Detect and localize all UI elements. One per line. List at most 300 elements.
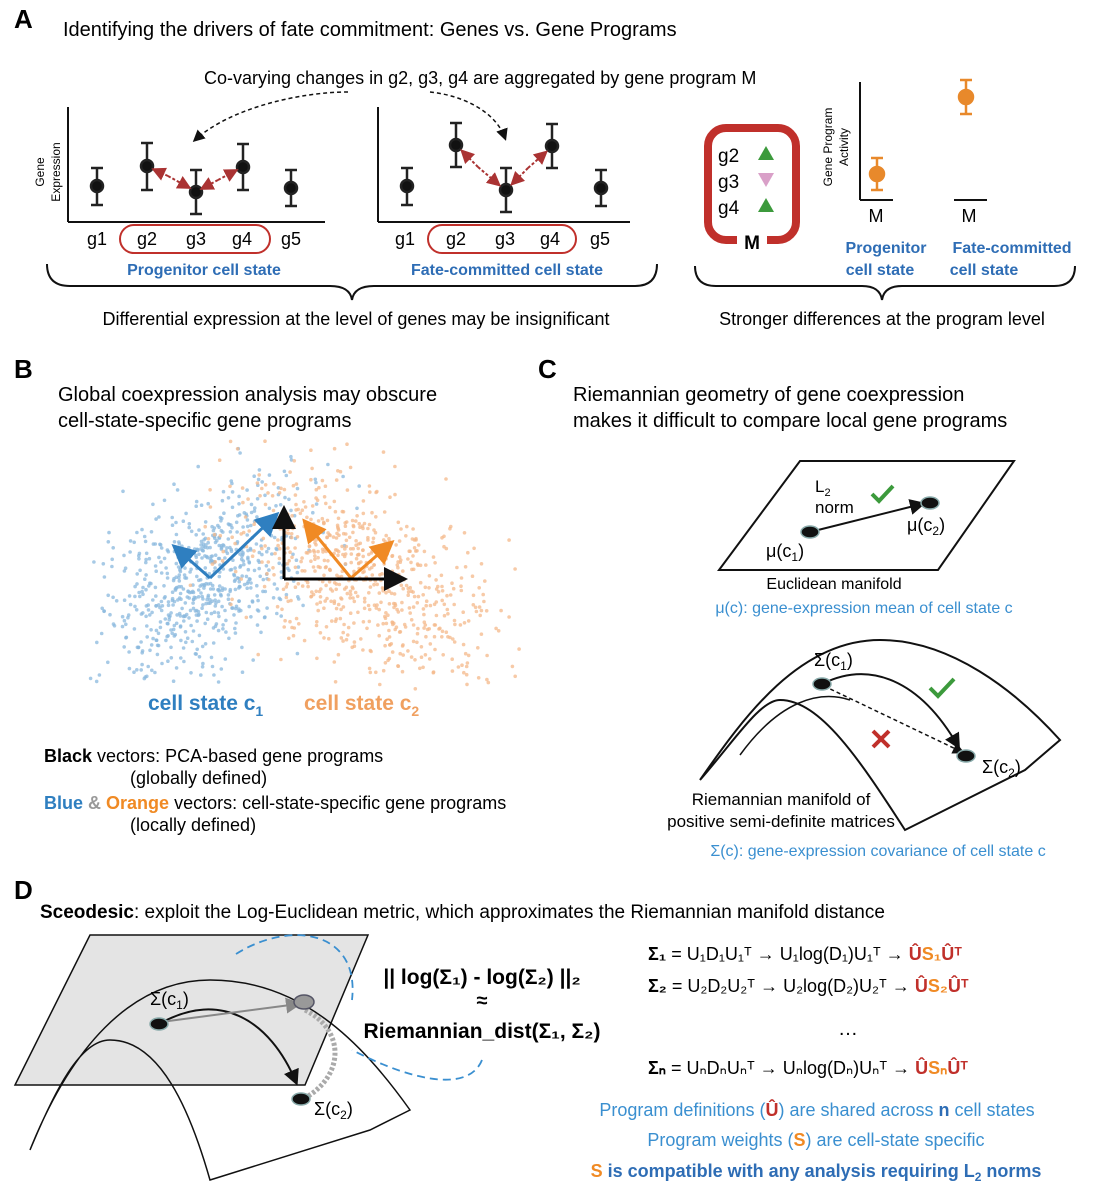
scatter-point — [273, 582, 277, 586]
scatter-point — [239, 564, 243, 568]
scatter-point — [278, 547, 282, 551]
scatter-point — [354, 543, 358, 547]
scatter-point — [350, 646, 354, 650]
scatter-point — [296, 652, 300, 656]
scatter-point — [283, 496, 287, 500]
check-icon — [872, 486, 893, 501]
scatter-point — [151, 598, 155, 602]
scatter-point — [412, 568, 416, 572]
scatter-point — [433, 648, 437, 652]
scatter-point — [477, 586, 481, 590]
scatter-point — [318, 590, 322, 594]
scatter-point — [200, 583, 204, 587]
scatter-point — [206, 546, 210, 550]
scatter-point — [349, 466, 353, 470]
scatter-point — [349, 590, 353, 594]
scatter-point — [197, 610, 201, 614]
scatter-point — [296, 571, 300, 575]
scatter-point — [265, 572, 269, 576]
covary-arrow-left — [195, 92, 348, 140]
scatter-point — [460, 663, 464, 667]
scatter-point — [210, 656, 214, 660]
scatter-point — [338, 583, 342, 587]
scatter-point — [265, 606, 269, 610]
scatter-point — [432, 670, 436, 674]
scatter-point — [378, 683, 382, 687]
scatter-point — [196, 549, 200, 553]
scatter-point — [264, 483, 268, 487]
scatter-point — [154, 564, 158, 568]
scatter-point — [132, 541, 136, 545]
scatter-point — [122, 554, 126, 558]
scatter-point — [141, 586, 145, 590]
scatter-point — [375, 583, 379, 587]
scatter-point — [125, 636, 129, 640]
scatter-point — [253, 569, 257, 573]
scatter-point — [197, 528, 201, 532]
scatter-point — [221, 589, 225, 593]
scatter-point — [324, 566, 328, 570]
scatter-point — [452, 603, 456, 607]
scatter-point — [244, 515, 248, 519]
fate-short-1: Fate-committed — [952, 240, 1072, 257]
scatter-point — [345, 520, 349, 524]
scatter-point — [288, 470, 292, 474]
scatter-point — [140, 663, 144, 667]
panel-c-title-2: makes it difficult to compare local gene programs — [573, 410, 1008, 432]
scatter-point — [151, 503, 155, 507]
scatter-point — [388, 540, 392, 544]
p2-gene-2: g2 — [445, 229, 467, 249]
scatter-point — [335, 607, 339, 611]
scatter-point — [166, 572, 170, 576]
scatter-point — [256, 481, 260, 485]
scatter-point — [287, 519, 291, 523]
scatter-point — [239, 532, 243, 536]
scatter-point — [197, 588, 201, 592]
genes-caption: Differential expression at the level of genes may be insignificant — [102, 309, 610, 329]
scatter-point — [362, 512, 366, 516]
scatter-point — [213, 610, 217, 614]
scatter-point — [316, 556, 320, 560]
scatter-point — [186, 636, 190, 640]
scatter-point — [220, 544, 224, 548]
scatter-point — [480, 632, 484, 636]
scatter-point — [300, 556, 304, 560]
scatter-point — [235, 521, 239, 525]
scatter-point — [294, 566, 298, 570]
scatter-point — [406, 649, 410, 653]
scatter-point — [141, 649, 145, 653]
scatter-point — [242, 563, 246, 567]
scatter-point — [333, 447, 337, 451]
scatter-point — [315, 502, 319, 506]
scatter-point — [175, 562, 179, 566]
scatter-point — [404, 625, 408, 629]
scatter-point — [412, 623, 416, 627]
scatter-point — [139, 668, 143, 672]
scatter-point — [402, 578, 406, 582]
scatter-point — [330, 619, 334, 623]
program-row-g2: g2 — [718, 146, 740, 167]
scatter-point — [427, 586, 431, 590]
scatter-point — [195, 619, 199, 623]
scatter-point — [278, 557, 282, 561]
scatter-point — [108, 613, 112, 617]
scatter-point — [156, 644, 160, 648]
scatter-point — [168, 615, 172, 619]
scatter-point — [304, 505, 308, 509]
scatter-point — [213, 560, 217, 564]
scatter-point — [189, 609, 193, 613]
scatter-point — [324, 584, 328, 588]
activity-ylabel-1: Gene Program — [821, 107, 835, 187]
scatter-point — [162, 584, 166, 588]
scatter-point — [216, 524, 220, 528]
scatter-point — [255, 542, 259, 546]
scatter-point — [413, 546, 417, 550]
scatter-point — [218, 458, 222, 462]
scatter-point — [341, 639, 345, 643]
scatter-point — [233, 574, 237, 578]
scatter-point — [340, 545, 344, 549]
scatter-point — [157, 556, 161, 560]
scatter-point — [207, 537, 211, 541]
d-sig1-label: $\Sigma(c_1)$ — [150, 989, 189, 1012]
scatter-point — [396, 664, 400, 668]
scatter-point — [241, 486, 245, 490]
scatter-point — [249, 586, 253, 590]
scatter-point — [228, 485, 232, 489]
scatter-point — [336, 554, 340, 558]
scatter-point — [207, 594, 211, 598]
scatter-point — [201, 662, 205, 666]
scatter-point — [163, 499, 167, 503]
scatter-point — [483, 579, 487, 583]
scatter-point — [333, 660, 337, 664]
scatter-point — [144, 561, 148, 565]
scatter-point — [279, 487, 283, 491]
scatter-point — [272, 482, 276, 486]
eq-row-1: Σ₁ = U₁D₁U₁ᵀ → U₁log(D₁)U₁ᵀ → ÛS₁Ûᵀ — [648, 944, 963, 964]
scatter-point — [416, 632, 420, 636]
progenitor-label: Progenitor cell state — [127, 262, 281, 279]
scatter-point — [313, 554, 317, 558]
scatter-point — [302, 525, 306, 529]
scatter-point — [319, 595, 323, 599]
scatter-point — [321, 479, 325, 483]
scatter-point — [194, 504, 198, 508]
scatter-point — [254, 519, 258, 523]
scatter-point — [395, 625, 399, 629]
scatter-point — [231, 490, 235, 494]
mu2-label: $\mu(c_2)$ — [907, 515, 946, 538]
scatter-point — [319, 631, 323, 635]
scatter-point — [209, 587, 213, 591]
d-sig2-label: $\Sigma(c_2)$ — [314, 1099, 353, 1122]
scatter-point — [214, 541, 218, 545]
scatter-point — [287, 532, 291, 536]
scatter-point — [287, 498, 291, 502]
scatter-point — [315, 657, 319, 661]
eq-ellipsis: … — [838, 1018, 858, 1040]
scatter-point — [309, 559, 313, 563]
scatter-point — [423, 620, 427, 624]
scatter-point — [195, 556, 199, 560]
scatter-point — [333, 599, 337, 603]
scatter-point — [183, 615, 187, 619]
scatter-point — [369, 585, 373, 589]
eq-row-2: Σ₂ = U₂D₂U₂ᵀ → U₂log(D₂)U₂ᵀ → ÛS₂Ûᵀ — [648, 976, 969, 996]
scatter-point — [264, 503, 268, 507]
scatter-point — [288, 550, 292, 554]
scatter-point — [203, 622, 207, 626]
state2-label: cell state $c_2$ — [304, 692, 420, 719]
scatter-point — [345, 638, 349, 642]
scatter-point — [246, 497, 250, 501]
scatter-point — [203, 525, 207, 529]
scatter-point — [415, 641, 419, 645]
scatter-point — [368, 667, 372, 671]
scatter-point — [310, 590, 314, 594]
scatter-point — [133, 605, 137, 609]
scatter-point — [446, 612, 450, 616]
scatter-point — [217, 611, 221, 615]
scatter-point — [424, 563, 428, 567]
scatter-point — [189, 584, 193, 588]
scatter-point — [386, 552, 390, 556]
scatter-point — [129, 603, 133, 607]
scatter-point — [179, 656, 183, 660]
scatter-point — [279, 658, 283, 662]
scatter-point — [246, 556, 250, 560]
scatter-point — [429, 604, 433, 608]
scatter-point — [416, 627, 420, 631]
scatter-point — [241, 670, 245, 674]
scatter-point — [367, 553, 371, 557]
d-projected-point — [294, 995, 314, 1009]
scatter-point — [314, 496, 318, 500]
scatter-point — [507, 615, 511, 619]
scatter-point — [184, 512, 188, 516]
scatter-point — [290, 536, 294, 540]
scatter-point — [410, 618, 414, 622]
scatter-point — [428, 657, 432, 661]
scatter-point — [236, 576, 240, 580]
scatter-point — [121, 625, 125, 629]
scatter-point — [179, 639, 183, 643]
scatter-point — [231, 606, 235, 610]
plot2-points — [401, 123, 607, 212]
scatter-point — [494, 627, 498, 631]
sig2-point — [957, 750, 975, 762]
scatter-point — [293, 459, 297, 463]
scatter-point — [217, 588, 221, 592]
scatter-point — [262, 578, 266, 582]
scatter-point — [170, 516, 174, 520]
scatter-point — [286, 528, 290, 532]
scatter-point — [462, 643, 466, 647]
scatter-point — [297, 622, 301, 626]
d-dashed-lower — [352, 1050, 482, 1080]
scatter-point — [374, 531, 378, 535]
scatter-point — [394, 543, 398, 547]
scatter-point — [220, 605, 224, 609]
scatter-point — [333, 500, 337, 504]
scatter-point — [121, 615, 125, 619]
scatter-point — [440, 635, 444, 639]
scatter-point — [353, 600, 357, 604]
scatter-point — [260, 480, 264, 484]
scatter-point — [138, 569, 142, 573]
scatter-point — [477, 676, 481, 680]
scatter-point — [393, 493, 397, 497]
scatter-point — [169, 628, 173, 632]
scatter-point — [150, 643, 154, 647]
scatter-point — [440, 599, 444, 603]
scatter-point — [89, 677, 93, 681]
scatter-point — [221, 627, 225, 631]
scatter-point — [337, 603, 341, 607]
scatter-point — [336, 527, 340, 531]
scatter-point — [347, 626, 351, 630]
scatter-point — [224, 630, 228, 634]
scatter-point — [427, 627, 431, 631]
scatter-point — [395, 608, 399, 612]
riem-label-1: Riemannian manifold of — [691, 790, 871, 809]
scatter-point — [180, 585, 184, 589]
scatter-point — [92, 560, 96, 564]
scatter-point — [317, 565, 321, 569]
scatter-point — [314, 590, 318, 594]
scatter-point — [328, 533, 332, 537]
scatter-point — [110, 565, 114, 569]
scatter-point — [381, 622, 385, 626]
scatter-point — [392, 602, 396, 606]
scatter-point — [172, 482, 176, 486]
scatter-point — [182, 519, 186, 523]
scatter-point — [379, 601, 383, 605]
euclid-label: Euclidean manifold — [766, 576, 902, 593]
scatter-point — [178, 579, 182, 583]
scatter-point — [303, 639, 307, 643]
d-sig1-point — [150, 1018, 168, 1030]
scatter-point — [191, 601, 195, 605]
scatter-point — [357, 553, 361, 557]
scatter-point — [342, 623, 346, 627]
scatter-point — [309, 518, 313, 522]
scatter-point — [100, 632, 104, 636]
scatter-point — [375, 490, 379, 494]
scatter-point — [147, 608, 151, 612]
scatter-point — [313, 558, 317, 562]
scatter-point — [507, 538, 511, 542]
scatter-point — [345, 442, 349, 446]
scatter-point — [357, 484, 361, 488]
scatter-point — [133, 627, 137, 631]
scatter-point — [391, 650, 395, 654]
scatter-point — [301, 604, 305, 608]
scatter-point — [366, 527, 370, 531]
scatter-point — [310, 467, 314, 471]
scatter-point — [160, 546, 164, 550]
scatter-point — [171, 523, 175, 527]
scatter-point — [445, 594, 449, 598]
scatter-point — [107, 540, 111, 544]
scatter-point — [289, 509, 293, 513]
scatter-point — [315, 620, 319, 624]
scatter-point — [111, 546, 115, 550]
scatter-point — [217, 629, 221, 633]
program-row-g4: g4 — [718, 198, 740, 219]
scatter-point — [422, 607, 426, 611]
scatter-point — [272, 573, 276, 577]
scatter-point — [285, 585, 289, 589]
scatter-point — [144, 615, 148, 619]
scatter-point — [352, 524, 356, 528]
scatter-point — [160, 600, 164, 604]
scatter-point — [154, 604, 158, 608]
scatter-point — [163, 595, 167, 599]
p1-gene-4: g4 — [231, 229, 253, 249]
scatter-point — [175, 533, 179, 537]
scatter-point — [201, 645, 205, 649]
scatter-point — [443, 614, 447, 618]
scatter-point — [377, 544, 381, 548]
scatter-point — [227, 593, 231, 597]
panel-c-letter: C — [538, 354, 557, 384]
scatter-point — [424, 586, 428, 590]
scatter-point — [187, 546, 191, 550]
sig1-label: $\Sigma(c_1)$ — [814, 650, 853, 673]
scatter-point — [475, 610, 479, 614]
formula-line-2: Riemannian_dist(Σ₁, Σ₂) — [363, 1020, 601, 1043]
scatter-point — [283, 488, 287, 492]
scatter-point — [513, 675, 517, 679]
scatter-point — [227, 537, 231, 541]
scatter-point — [290, 626, 294, 630]
scatter-point — [192, 598, 196, 602]
scatter-point — [186, 552, 190, 556]
scatter-point — [340, 636, 344, 640]
scatter-point — [146, 665, 150, 669]
scatter-point — [326, 463, 330, 467]
scatter-point — [173, 600, 177, 604]
scatter-point — [370, 566, 374, 570]
scatter-point — [270, 534, 274, 538]
scatter-point — [390, 592, 394, 596]
scatter-point — [184, 630, 188, 634]
scatter-point — [313, 550, 317, 554]
scatter-point — [485, 609, 489, 613]
scatter-point — [113, 624, 117, 628]
scatter-point — [256, 497, 260, 501]
weights-note: Program weights (S) are cell-state specific — [647, 1130, 985, 1150]
activity-points — [870, 80, 973, 190]
scatter-point — [467, 619, 471, 623]
scatter-point — [356, 595, 360, 599]
scatter-point — [465, 683, 469, 687]
scatter-point — [289, 599, 293, 603]
scatter-point — [243, 511, 247, 515]
scatter-point — [263, 439, 267, 443]
scatter-point — [388, 495, 392, 499]
scatter-point — [399, 558, 403, 562]
scatter-point — [422, 626, 426, 630]
scatter-point — [213, 593, 217, 597]
scatter-point — [124, 623, 128, 627]
scatter-point — [374, 546, 378, 550]
